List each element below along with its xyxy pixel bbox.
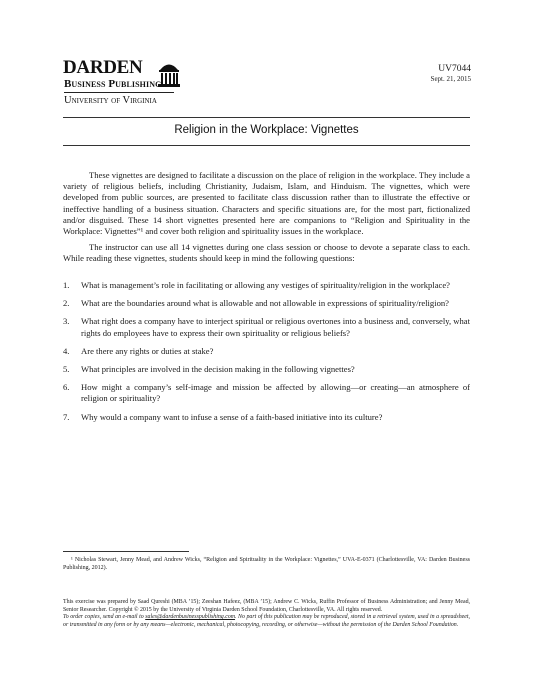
list-item bbox=[63, 298, 470, 309]
paragraph-text: These vignettes are designed to facilitate a discussion on the place of religion in the workplace. They include a variety of religious beliefs, including Christianity, Judaism, Islam, and Hinduism. The vignettes, which were developed from public sources, are presented to facilitate class discussion rather than to illustrate the effective or ineffective handling of a business situation. Characters and specific situations are, for the most part, fictionalized and/or disguised. These 14 short vignettes presented here are companions to “Religion and Spirituality in the Workplace: Vignettes”¹ and cover both religion and spirituality issues in the workplace. bbox=[63, 170, 470, 237]
list-item bbox=[63, 346, 470, 357]
list-item-number: 5. bbox=[63, 364, 70, 375]
instructions-paragraph bbox=[63, 242, 470, 264]
footnote-text: ¹ Nicholas Stewart, Jenny Mead, and Andrew Wicks, “Religion and Spirituality in the Workplace: Vignettes,” UVA-E-0371 (Charlottesville, VA: Darden Business Publishing, 2012). bbox=[63, 557, 470, 571]
list-item-number: 3. bbox=[63, 316, 70, 327]
list-item bbox=[63, 316, 470, 338]
footnote-rule bbox=[63, 551, 189, 552]
list-item bbox=[63, 382, 470, 404]
list-item-number: 2. bbox=[63, 298, 70, 309]
credits-order-suffix: . No part of this publication may be reproduced, stored in a retrieval system, used in a spreadsheet, or transmitted in any form or by any means—electronic, mechanical, photocopying, recording, or otherwise—without the permission of the Darden School Foundation. bbox=[63, 614, 471, 628]
credits-copyright-notice bbox=[63, 614, 470, 629]
list-item bbox=[63, 364, 470, 375]
question-list bbox=[63, 280, 470, 430]
document-date: Sept. 21, 2015 bbox=[430, 75, 471, 83]
logo-university: University of Virginia bbox=[64, 92, 174, 107]
list-item bbox=[63, 412, 470, 423]
title-bottom-rule bbox=[63, 145, 470, 146]
list-item-text: What are the boundaries around what is allowable and not allowable in expressions of spirituality/religion? bbox=[81, 298, 449, 309]
darden-logo bbox=[63, 58, 183, 108]
list-item-text: Are there any rights or duties at stake? bbox=[81, 345, 214, 356]
list-item-number: 1. bbox=[63, 280, 70, 290]
paragraph-text: The instructor can use all 14 vignettes during one class session or choose to devote a separate class to each. While reading these vignettes, students should keep in mind the following questions: bbox=[63, 242, 470, 264]
logo-business-publishing: Business Publishing bbox=[64, 78, 162, 90]
list-item-text: What is management’s role in facilitating or allowing any vestiges of spirituality/religion in the workplace? bbox=[81, 280, 450, 290]
logo-darden-text: DARDEN bbox=[63, 57, 143, 78]
list-item bbox=[63, 280, 470, 291]
list-item-text: What principles are involved in the decision making in the following vignettes? bbox=[81, 364, 355, 375]
credits-order-prefix: To order copies, send an e-mail to bbox=[63, 614, 146, 621]
footnote bbox=[63, 556, 470, 572]
intro-paragraph bbox=[63, 170, 470, 237]
list-item-number: 6. bbox=[63, 382, 70, 393]
credits-block bbox=[63, 599, 470, 629]
list-item-number: 4. bbox=[63, 345, 70, 356]
document-code: UV7044 bbox=[438, 64, 471, 74]
credits-authors: This exercise was prepared by Saad Qureshi (MBA ’15); Zeeshan Hafeez, (MBA ’15); Andrew C. Wicks, Ruffin Professor of Business Administration; and Jenny Mead, Senior Researcher. Copyright © 2015 by the University of Virginia Darden School Foundation, Charlottesville, VA. All rights reserved. bbox=[63, 599, 470, 613]
document-title: Religion in the Workplace: Vignettes bbox=[174, 124, 359, 136]
title-top-rule bbox=[63, 117, 470, 118]
list-item-text: Why would a company want to infuse a sense of a faith-based initiative into its culture? bbox=[81, 411, 383, 422]
list-item-text: What right does a company have to interject spiritual or religious overtones into a business and, conversely, what rights do employees have to express their own spirituality or religious beliefs? bbox=[81, 316, 470, 338]
list-item-text: How might a company’s self-image and mission be affected by allowing—or creating—an atmosphere of religion or spirituality? bbox=[81, 382, 470, 404]
list-item-number: 7. bbox=[63, 411, 70, 422]
sales-email-link[interactable]: sales@dardenbusinesspublishing.com bbox=[145, 614, 236, 621]
